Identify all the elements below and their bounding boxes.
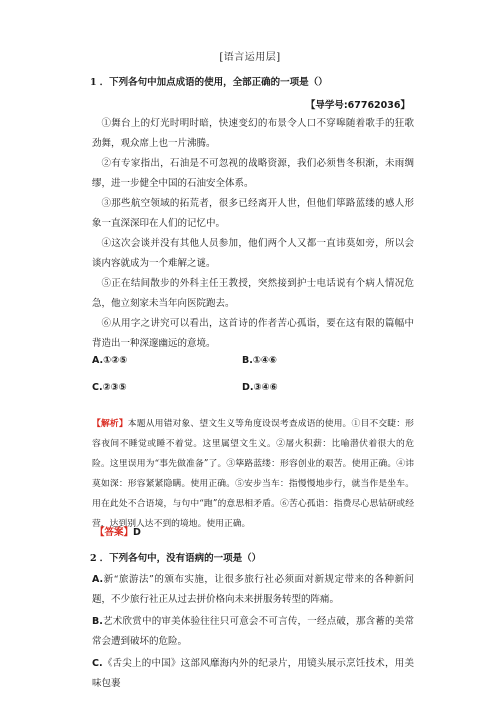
question-number: 1 — [90, 77, 97, 88]
question-text: ．下列各句中加点成语的使用，全部正确的一项是（） — [99, 77, 328, 88]
analysis-block — [92, 414, 414, 534]
option-label: C. — [92, 658, 103, 669]
item-5: ⑤正在结间散步的外科主任王教授，突然接到护士电话说有个病人情况危急，他立刻家未当年向医院跑去。 — [92, 278, 414, 309]
item-6: ⑥从用字之讲究可以看出，这首诗的作者苦心孤诣，要在这有限的篇幅中背造出一种深邃幽远的意境。 — [92, 318, 414, 349]
option-c: C.②③⑤ — [92, 382, 127, 393]
option-label: B. — [92, 616, 103, 627]
option-a: A.①②⑤ — [92, 355, 128, 366]
option-label: A. — [92, 574, 104, 585]
section-title: [语言运用层] — [219, 52, 281, 63]
answer-value: D — [133, 527, 141, 538]
q2-option-b — [92, 612, 414, 652]
option-text: 《舌尖上的中国》这部风靡海内外的纪录片，用镜头展示烹饪技术，用美味包裹 — [92, 658, 414, 689]
item-2: ②有专家指出，石油是不可忽视的战略资源，我们必须售冬积渐，未雨绸缪，进一步健全中国的石油安全体系。 — [92, 158, 414, 189]
answer-block — [95, 524, 141, 538]
question-1-stem — [90, 74, 328, 88]
study-code: 【导学号:67762036】 — [305, 100, 410, 111]
q2-option-a — [92, 570, 414, 610]
item-3: ③那些航空领域的拓荒者，很多已经离开人世，但他们筚路蓝缕的感人形象一直深深印在人们的记忆中。 — [92, 198, 414, 229]
item-4: ④这次会谈并没有其他人员参加，他们两个人又都一直讳莫如旁，所以会谈内容就成为一个难解之谜。 — [92, 238, 414, 269]
option-d: D.③④⑥ — [242, 382, 278, 393]
answer-tag: 【答案】 — [95, 527, 134, 538]
option-text: 新“旅游法”的颁布实施，让很多旅行社必须面对新规定带来的各种新问题，不少旅行社正从过去拼价格向未来拼服务转型的阵痛。 — [92, 574, 414, 605]
question-text: ．下列各句中，没有语病的一项是（） — [99, 553, 262, 564]
option-text: 艺术欣赏中的审美体验往往只可意会不可言传，一经点破，那含蓄的美常常会遭到破坏的危险。 — [92, 616, 414, 647]
q2-option-c — [92, 654, 414, 694]
analysis-text: 本题从用错对象、望文生义等角度设误考查成语的使用。①目不交睫：形容夜间不睡觉或睡不着觉。这里属望文生义。②屠火积薪：比喻潜伏着很大的危险。这里误用为“事先做准备”了。③筚路蓝缕：形容创业的艰苦。使用正确。④讳莫如深：形容紧紧隐瞒。使用正确。⑤安步当车：指慢慢地步行，就当作是坐车。用在此处不合语境，与句中“跑”的意思相矛盾。⑥苦心孤诣：指费尽心思钻研或经营，达到别人达不到的境地。使用正确。 — [92, 419, 414, 529]
item-1: ①舞台上的灯光时明时暗，快速变幻的布景令人口不穿嗥随着歌手的狂歌劲舞，观众席上也一片沸腾。 — [92, 118, 414, 149]
question-2-stem — [90, 550, 261, 564]
question-number: 2 — [90, 553, 97, 564]
option-b: B.①④⑥ — [242, 355, 277, 366]
analysis-tag: 【解析】 — [92, 419, 128, 429]
